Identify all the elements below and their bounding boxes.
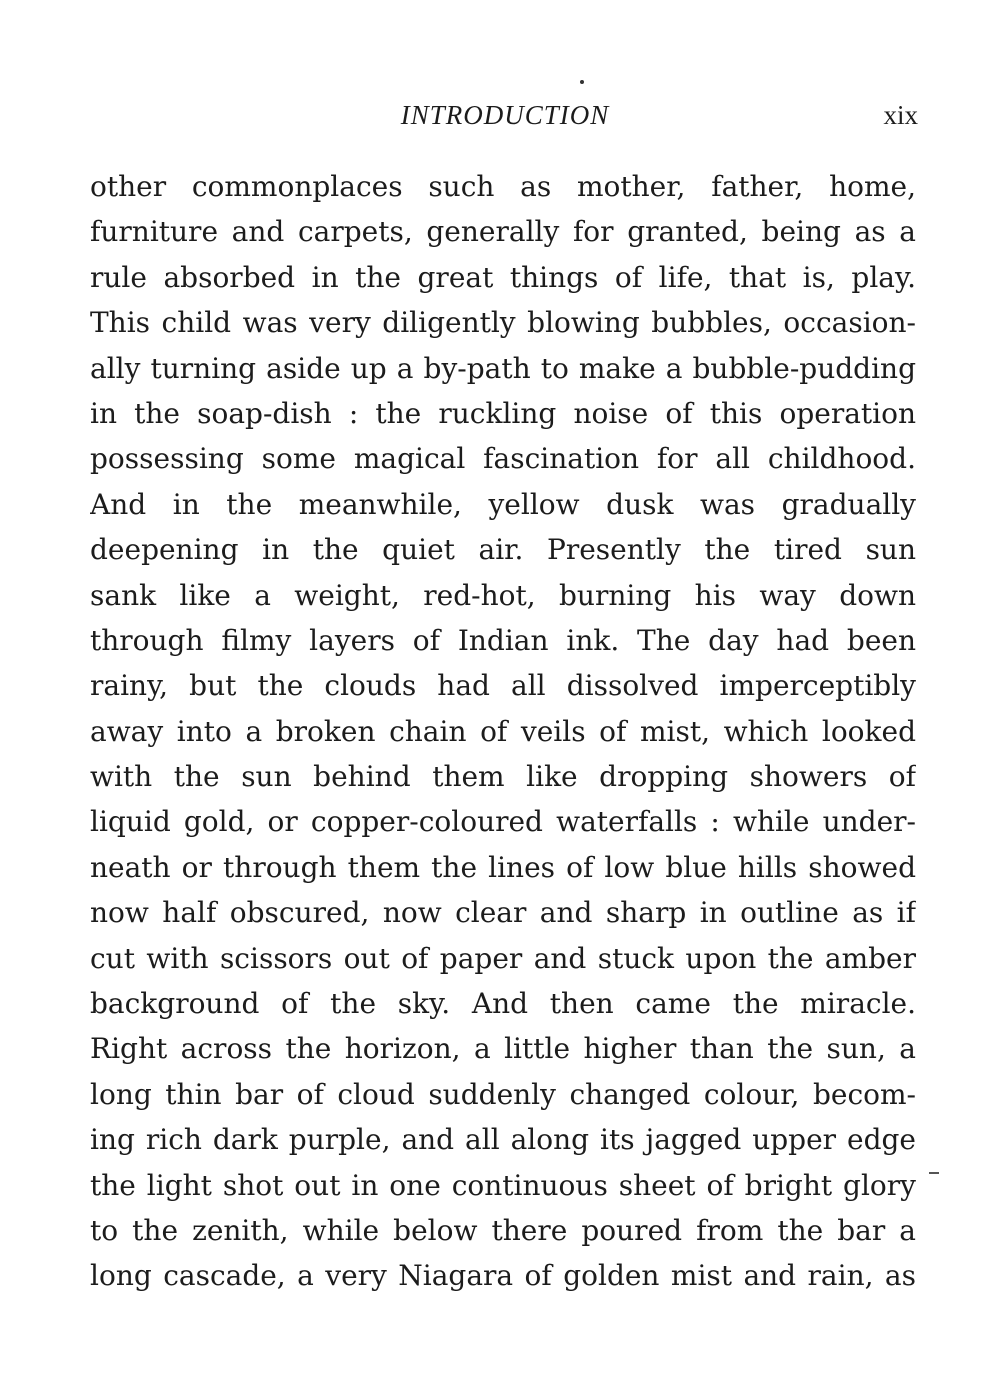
text-line: And in the meanwhile, yellow dusk was gradually	[90, 487, 916, 521]
text-line: background of the sky. And then came the miracle.	[90, 987, 916, 1021]
text-line: with the sun behind them like dropping showers of	[90, 760, 916, 794]
text-line: Right across the horizon, a little higher than the sun, a	[90, 1032, 916, 1066]
text-line: away into a broken chain of veils of mist, which looked	[90, 714, 916, 748]
text-line: the light shot out in one continuous sheet of bright glory	[90, 1168, 916, 1202]
text-line: to the zenith, while below there poured from the bar a	[90, 1213, 916, 1247]
text-line: possessing some magical fascination for all childhood.	[90, 442, 916, 476]
ink-mark	[580, 80, 584, 84]
text-line: deepening in the quiet air. Presently the tired sun	[90, 533, 916, 567]
text-line: This child was very diligently blowing bubbles, occasion-	[90, 306, 916, 340]
text-line: cut with scissors out of paper and stuck upon the amber	[90, 941, 916, 975]
margin-mark	[929, 1172, 939, 1174]
running-title: INTRODUCTION	[400, 100, 610, 130]
text-line: neath or through them the lines of low blue hills showed	[90, 850, 916, 884]
text-line: liquid gold, or copper-coloured waterfalls : while under-	[90, 805, 916, 839]
text-line: sank like a weight, red-hot, burning his way down	[90, 578, 916, 612]
text-line: rainy, but the clouds had all dissolved imperceptibly	[90, 669, 916, 703]
body-text	[90, 164, 916, 1299]
text-line: ing rich dark purple, and all along its jagged upper edge	[90, 1123, 916, 1157]
text-line: furniture and carpets, generally for granted, being as a	[90, 215, 916, 249]
running-head	[92, 95, 918, 135]
page-number: xix	[883, 100, 918, 130]
text-line: long cascade, a very Niagara of golden mist and rain, as	[90, 1259, 916, 1293]
text-line: ally turning aside up a by-path to make a bubble-pudding	[90, 351, 916, 385]
text-line: now half obscured, now clear and sharp in outline as if	[90, 896, 916, 930]
text-line: rule absorbed in the great things of life, that is, play.	[90, 260, 916, 294]
text-line: other commonplaces such as mother, father, home,	[90, 170, 916, 203]
text-line: through filmy layers of Indian ink. The day had been	[90, 623, 916, 657]
text-line: in the soap-dish : the ruckling noise of this operation	[90, 396, 916, 430]
text-line: long thin bar of cloud suddenly changed colour, becom-	[90, 1077, 916, 1111]
